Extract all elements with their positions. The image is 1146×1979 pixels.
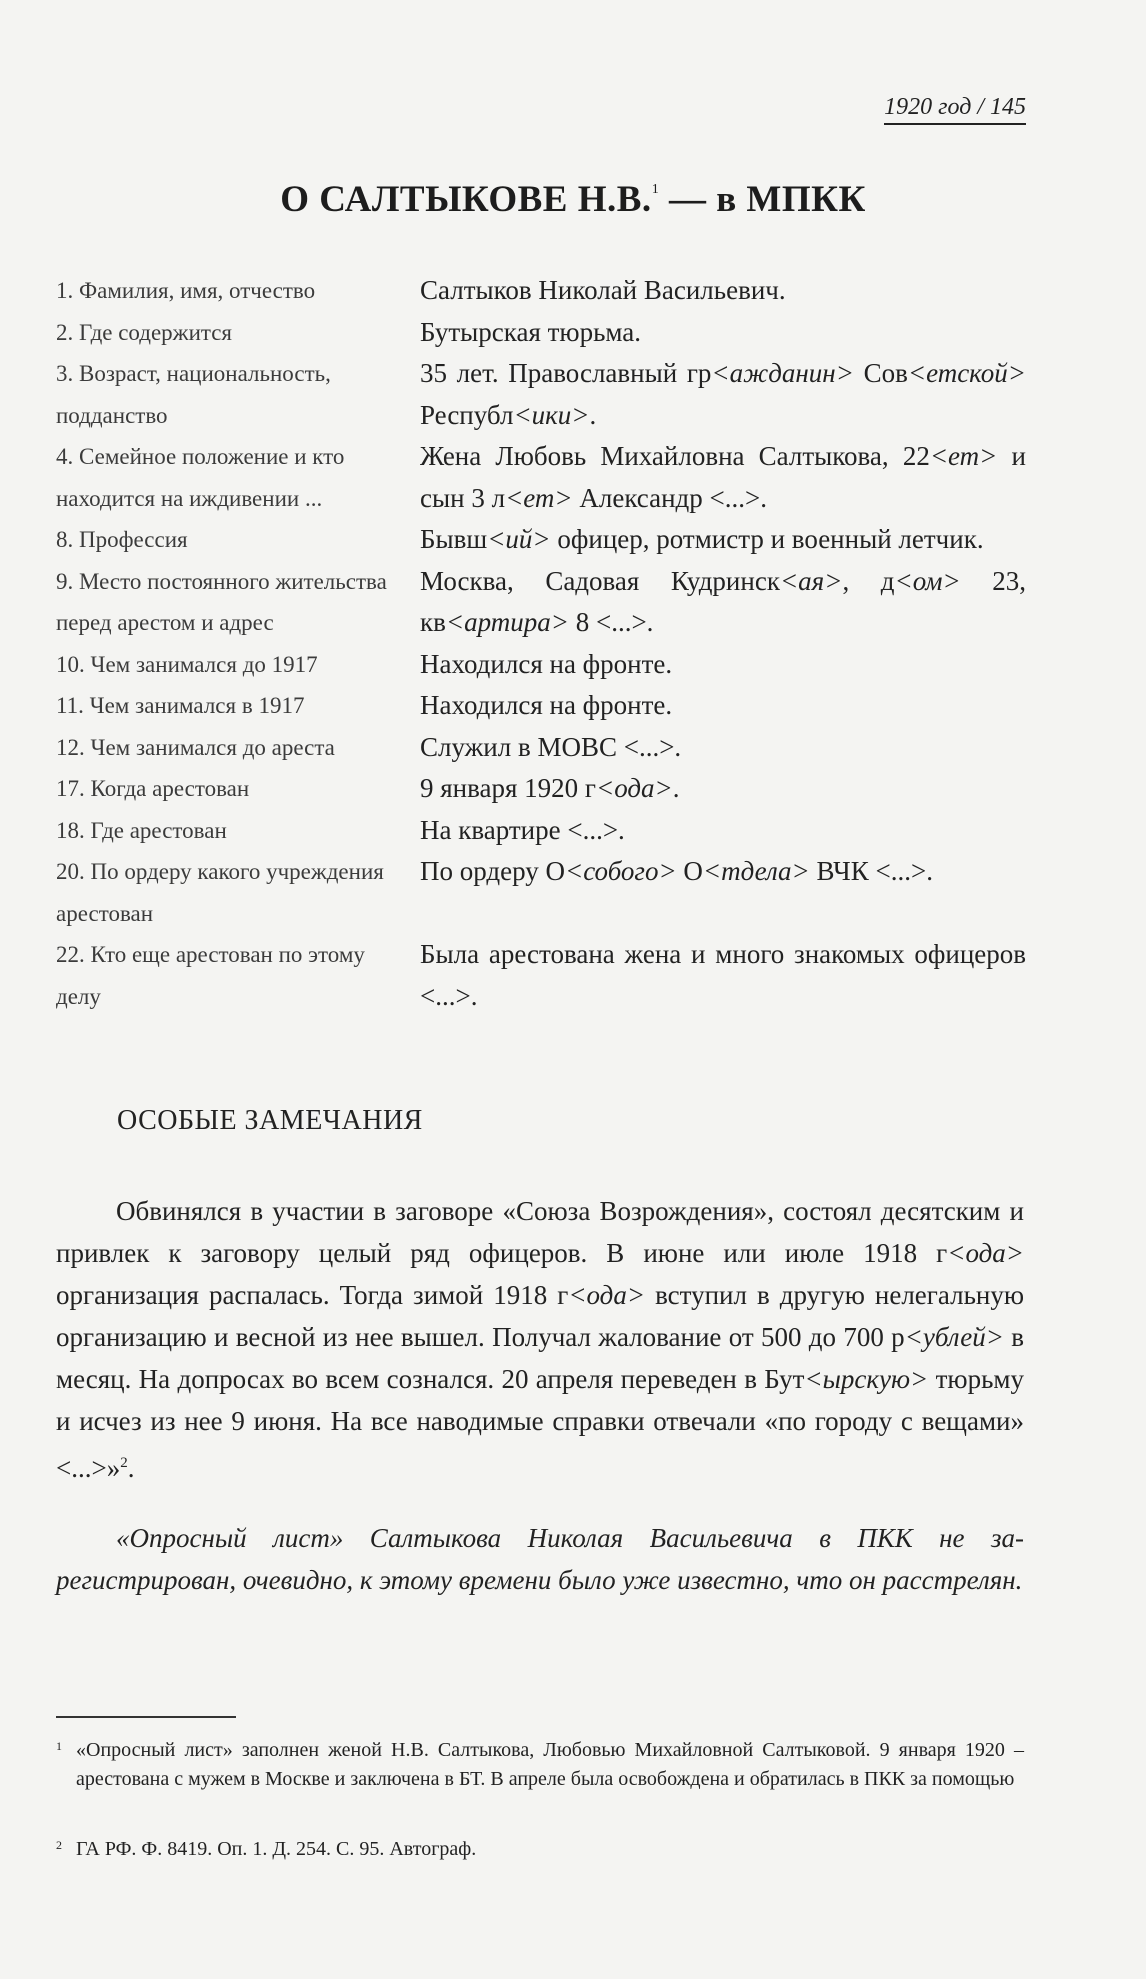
- text-segment: тюрьму и исчез из нее 9 июня. На все наводимые справки отвечали «по городу с вещами» <...>»: [56, 1364, 1024, 1483]
- remarks-heading: ОСОБЫЕ ЗАМЕЧАНИЯ: [117, 1105, 423, 1136]
- text-segment: Бутырская тюрьма.: [420, 316, 642, 347]
- editorial-insertion: <ублей>: [904, 1322, 1004, 1352]
- question-label: 8. Профессия: [56, 527, 188, 552]
- text-segment: в месяц. На допросах во всем сознался. 20 апреля переведен в Бут: [56, 1322, 1025, 1394]
- text-segment: Была арестована жена и много знакомых офицеров <...>.: [420, 939, 1026, 1011]
- text-segment: вступил в другую нелегальную организацию и весной из нее вышел. Получал жалование от 500 до 700 р: [56, 1280, 1024, 1352]
- text-segment: Бывш: [420, 524, 488, 554]
- editorial-insertion: <ий>: [487, 524, 551, 554]
- footnote-ref-2: 2: [120, 1455, 128, 1471]
- question-label: 20. По ордеру какого учреждения арестован: [56, 859, 384, 926]
- questionnaire-row: [56, 810, 1026, 852]
- editorial-insertion: <ода>: [568, 1280, 646, 1310]
- text-segment: 8 <...>.: [568, 607, 654, 637]
- running-head: 1920 год / 145: [884, 94, 1026, 125]
- question-label: 2. Где содержится: [56, 319, 233, 345]
- questionnaire-row: [56, 768, 1026, 810]
- answer-text: [420, 851, 1026, 934]
- question-label: 1. Фамилия, имя, отчество: [56, 278, 316, 303]
- text-segment: Салтыков Николай Васильевич.: [420, 275, 786, 305]
- text-segment: 9 января 1920 г: [420, 773, 596, 803]
- editorial-insertion: <ом>: [894, 565, 961, 596]
- editorial-insertion: <ет>: [929, 441, 998, 471]
- answer-text: [420, 312, 1026, 354]
- text-segment: 23, кв: [420, 565, 1026, 637]
- questionnaire-row: [56, 353, 1026, 436]
- remarks-paragraph: [56, 1190, 1024, 1489]
- answer-text: [420, 768, 1026, 810]
- title-suffix: — в МПКК: [659, 179, 866, 220]
- text-segment: офицер, ротмистр и военный летчик.: [550, 524, 984, 554]
- text-segment: О: [676, 856, 703, 886]
- question-label: 22. Кто еще арестован по этому делу: [56, 942, 365, 1009]
- text-segment: 35 лет. Православный гр: [420, 358, 712, 388]
- questionnaire: [56, 270, 1026, 1017]
- questionnaire-row: [56, 519, 1026, 561]
- editorial-insertion: <ая>: [779, 565, 843, 596]
- question-label: 4. Семейное положение и кто находится на иждивении ...: [56, 444, 345, 511]
- questionnaire-row: [56, 644, 1026, 686]
- footnote-ref-1: 1: [651, 182, 660, 197]
- question-label: 3. Возраст, национальность, подданство: [56, 361, 331, 428]
- page-title: [0, 178, 1146, 221]
- text-segment: организация распалась. Тогда зимой 1918 г: [56, 1280, 569, 1310]
- text-segment: Александр <...>.: [572, 482, 767, 513]
- answer-text: [420, 436, 1026, 519]
- questionnaire-row: [56, 312, 1026, 354]
- footnote-mark: 2: [56, 1838, 62, 1852]
- text-segment: Находился на фронте.: [420, 648, 673, 679]
- answer-text: [420, 685, 1026, 727]
- question-label: 9. Место постоянного жительства перед арестом и адрес: [56, 568, 387, 635]
- text-segment: Обвинялся в участии в заговоре «Союза Возрождения», состоял десятским и привлек к заговору целый ряд офицеров. В июне или июле 1918 г: [56, 1196, 1024, 1268]
- footnote-mark: 1: [56, 1739, 62, 1753]
- answer-text: [420, 561, 1026, 644]
- text-segment: Жена Любовь Михайловна Салтыкова, 22: [420, 441, 930, 471]
- answer-text: [420, 519, 1026, 561]
- answer-text: [420, 353, 1026, 436]
- text-segment: и сын 3 л: [420, 441, 1027, 513]
- title-text: О САЛТЫКОВЕ Н.В.: [280, 179, 652, 220]
- question-label: 11. Чем занимался в 1917: [56, 693, 305, 718]
- question-label: 17. Когда арестован: [56, 776, 250, 801]
- text-segment: По ордеру О: [420, 856, 566, 886]
- footnote-text: «Опросный лист» заполнен женой Н.В. Салтыкова, Любовью Михайловной Салтыковой. 9 января 1920 – арестована с мужем в Москве и заключена в БТ. В апреле была освобождена и обратилась в ПКК за помощью: [76, 1739, 1024, 1790]
- questionnaire-row: [56, 436, 1026, 519]
- question-label: 10. Чем занимался до 1917: [56, 651, 318, 677]
- answer-text: [420, 270, 1026, 312]
- questionnaire-row: [56, 561, 1026, 644]
- question-label: 12. Чем занимался до ареста: [56, 734, 335, 760]
- answer-text: [420, 644, 1026, 686]
- text-segment: Москва, Садовая Кудринск: [420, 565, 780, 596]
- editorial-insertion: <собого>: [565, 856, 677, 886]
- questionnaire-row: [56, 270, 1026, 312]
- editorial-insertion: <тдела>: [702, 856, 810, 886]
- answer-text: [420, 810, 1026, 852]
- answer-text: [420, 727, 1026, 769]
- text-segment: .: [127, 1453, 135, 1483]
- footnote-divider: [56, 1716, 236, 1718]
- footnote-text: ГА РФ. Ф. 8419. Оп. 1. Д. 254. С. 95. Автограф.: [76, 1838, 477, 1860]
- question-label: 18. Где арестован: [56, 817, 227, 843]
- editorial-insertion: <ырскую>: [804, 1364, 929, 1394]
- text-segment: , д: [842, 565, 895, 596]
- text-segment: Республ: [420, 399, 514, 430]
- text-segment: Находился на фронте.: [420, 690, 673, 720]
- editor-note: «Опросный лист» Салтыкова Николая Васильевича в ПКК не зарегистрирован, очевидно, к этому времени было уже известно, что он расстрелян.: [56, 1523, 1024, 1595]
- text-segment: .: [672, 773, 680, 803]
- editorial-insertion: <артира>: [445, 607, 569, 637]
- editorial-insertion: <ики>: [513, 399, 590, 430]
- editorial-insertion: <етской>: [907, 358, 1026, 388]
- text-segment: На квартире <...>.: [420, 814, 625, 845]
- answer-text: [420, 934, 1026, 1017]
- questionnaire-row: [56, 685, 1026, 727]
- questionnaire-row: [56, 727, 1026, 769]
- text-segment: Служил в МОВС <...>.: [420, 731, 682, 762]
- text-segment: ВЧК <...>.: [809, 856, 933, 886]
- text-segment: Сов: [853, 358, 908, 388]
- editorial-insertion: <ода>: [596, 773, 673, 803]
- text-segment: .: [589, 399, 597, 430]
- footnote-1: [56, 1736, 1024, 1794]
- questionnaire-row: [56, 851, 1026, 934]
- editorial-insertion: <ажданин>: [711, 358, 854, 388]
- editorial-insertion: <ода>: [947, 1238, 1024, 1268]
- footnote-2: [56, 1835, 1024, 1864]
- questionnaire-row: [56, 934, 1026, 1017]
- editorial-insertion: <ет>: [505, 482, 573, 513]
